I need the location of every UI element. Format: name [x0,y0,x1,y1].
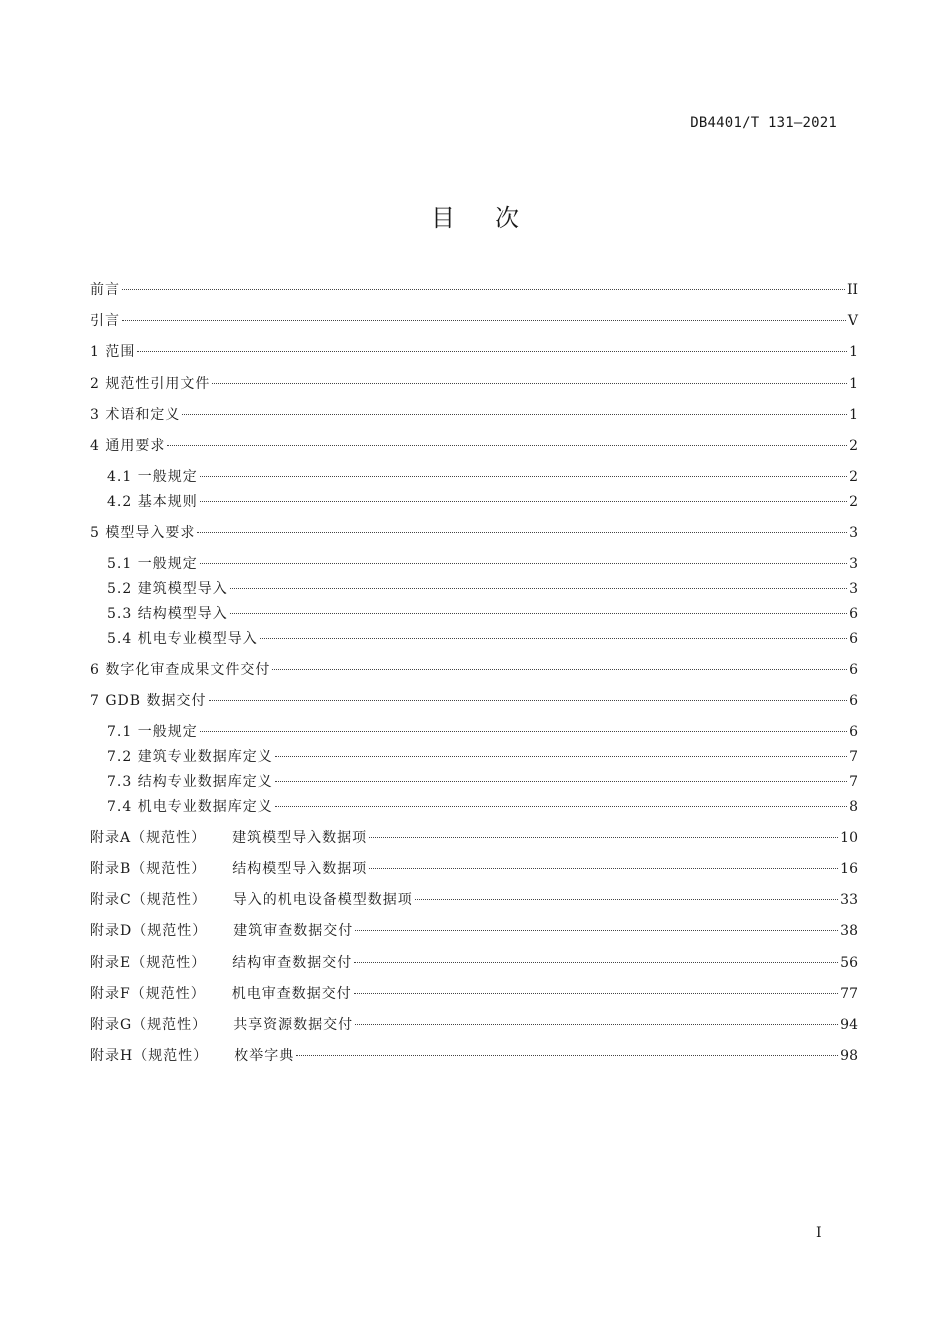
toc-entry-page: 2 [849,494,858,510]
toc-entry[interactable] [90,603,858,625]
toc-entry-label: 附录A（规范性） [90,830,207,846]
toc-leader-dots [200,476,847,477]
toc-entry-label: 附录B（规范性） [90,861,207,877]
toc-entry-appendix-title: 建筑审查数据交付 [233,923,354,939]
toc-entry-label: 2 规范性引用文件 [90,376,211,392]
toc-entry[interactable] [90,310,858,332]
toc-entry-page: 56 [840,955,858,971]
toc-leader-dots [122,289,845,290]
toc-leader-dots [369,868,838,869]
toc-entry-gap [206,983,232,1005]
toc-entry-page: 16 [840,861,858,877]
toc-entry-label: 7.2 建筑专业数据库定义 [107,749,273,765]
toc-entry-page: II [846,282,858,298]
toc-leader-dots [167,445,847,446]
toc-entry-gap [207,1014,233,1036]
toc-entry[interactable] [90,858,858,880]
toc-entry[interactable] [90,827,858,849]
toc-entry-page: 3 [849,556,858,572]
toc-leader-dots [355,930,838,931]
toc-entry-label: 7.4 机电专业数据库定义 [107,799,273,815]
toc-entry-label: 7.1 一般规定 [107,724,198,740]
toc-entry-label: 6 数字化审查成果文件交付 [90,662,271,678]
toc-entry-appendix-title: 共享资源数据交付 [233,1017,354,1033]
toc-leader-dots [369,837,838,838]
page-number: I [816,1225,822,1241]
toc-entry-label: 4 通用要求 [90,438,166,454]
toc-entry-page: V [847,313,858,329]
toc-entry[interactable] [90,1014,858,1036]
toc-leader-dots [230,613,847,614]
toc-entry-page: 98 [840,1048,858,1064]
toc-entry[interactable] [90,628,858,650]
toc-entry-label: 5.3 结构模型导入 [107,606,228,622]
toc-entry-appendix-title: 枚举字典 [234,1048,295,1064]
toc-entry[interactable] [90,771,858,793]
toc-entry-page: 38 [840,923,858,939]
toc-leader-dots [212,383,847,384]
toc-entry-label: 前言 [90,282,120,298]
toc-entry-gap [206,858,232,880]
document-code: DB4401/T 131—2021 [690,115,837,131]
toc-leader-dots [200,563,847,564]
toc-entry-label: 5.4 机电专业模型导入 [107,631,258,647]
toc-entry-label: 5.2 建筑模型导入 [107,581,228,597]
toc-leader-dots [275,756,847,757]
toc-entry-page: 77 [840,986,858,1002]
toc-entry-gap [206,952,232,974]
toc-leader-dots [197,532,847,533]
toc-entry-page: 10 [840,830,858,846]
toc-leader-dots [209,700,848,701]
toc-leader-dots [275,806,847,807]
toc-entry[interactable] [90,690,858,712]
toc-entry[interactable] [90,952,858,974]
toc-entry-page: 94 [840,1017,858,1033]
toc-entry-label: 4.1 一般规定 [107,469,198,485]
toc-leader-dots [355,1024,838,1025]
toc-entry[interactable] [90,796,858,818]
toc-entry-appendix-title: 机电审查数据交付 [231,986,352,1002]
toc-entry-label: 5.1 一般规定 [107,556,198,572]
toc-entry-page: 33 [840,892,858,908]
toc-entry-page: 7 [849,749,858,765]
toc-entry-page: 2 [849,469,858,485]
toc-entry-appendix-title: 建筑模型导入数据项 [232,830,368,846]
toc-entry-label: 1 范围 [90,344,136,360]
toc-entry-label: 4.2 基本规则 [107,494,198,510]
toc-entry[interactable] [90,889,858,911]
toc-entry-page: 6 [849,631,858,647]
toc-leader-dots [230,588,847,589]
toc-leader-dots [354,993,838,994]
toc-entry-label: 附录E（规范性） [90,955,207,971]
toc-leader-dots [200,501,847,502]
toc-entry-page: 6 [849,606,858,622]
toc-leader-dots [354,962,838,963]
toc-leader-dots [182,414,847,415]
toc-entry-gap [206,827,232,849]
toc-entry[interactable] [90,373,858,395]
toc-entry-label: 7.3 结构专业数据库定义 [107,774,273,790]
toc-entry-appendix-title: 结构模型导入数据项 [232,861,368,877]
toc-leader-dots [275,781,847,782]
toc-entry-appendix-title: 导入的机电设备模型数据项 [232,892,413,908]
toc-entry-page: 2 [849,438,858,454]
toc-entry-page: 3 [849,525,858,541]
toc-entry-label: 附录D（规范性） [90,923,208,939]
toc-entry[interactable] [90,920,858,942]
toc-entry-gap [208,1045,234,1067]
toc-entry-page: 6 [849,724,858,740]
toc-entry[interactable] [90,522,858,544]
toc-entry-page: 6 [849,662,858,678]
toc-leader-dots [415,899,838,900]
toc-entry-label: 附录H（规范性） [90,1048,209,1064]
toc-entry-label: 附录G（规范性） [90,1017,208,1033]
toc-leader-dots [296,1055,838,1056]
toc-entry-appendix-title: 结构审查数据交付 [232,955,353,971]
toc-leader-dots [122,320,846,321]
toc-entry[interactable] [90,1045,858,1067]
toc-entry[interactable] [90,279,858,301]
toc-entry-page: 3 [849,581,858,597]
toc-entry[interactable] [90,553,858,575]
toc-entry-label: 3 术语和定义 [90,407,181,423]
toc-entry-page: 7 [849,774,858,790]
toc-entry-gap [207,920,233,942]
toc-entry-label: 引言 [90,313,120,329]
toc-entry-page: 8 [849,799,858,815]
toc-entry-label: 附录C（规范性） [90,892,207,908]
toc-entry-gap [207,889,233,911]
toc-leader-dots [137,351,847,352]
toc-entry[interactable] [90,578,858,600]
toc-entry[interactable] [90,983,858,1005]
toc-entry-label: 5 模型导入要求 [90,525,196,541]
toc-entry[interactable] [90,659,858,681]
toc-entry[interactable] [90,746,858,768]
page-title: 目次 [431,204,559,232]
toc-entry-label: 7 GDB 数据交付 [90,693,207,709]
toc-entry-page: 6 [849,693,858,709]
toc-entry-page: 1 [849,376,858,392]
toc-leader-dots [260,638,847,639]
toc-entry-page: 1 [849,344,858,360]
toc-entry[interactable] [90,404,858,426]
toc-leader-dots [272,669,847,670]
toc-entry[interactable] [90,341,858,363]
toc-leader-dots [200,731,847,732]
toc-entry[interactable] [90,721,858,743]
toc-entry[interactable] [90,435,858,457]
toc-entry-label: 附录F（规范性） [90,986,206,1002]
toc-entry-page: 1 [849,407,858,423]
toc-entry[interactable] [90,466,858,488]
toc-entry[interactable] [90,491,858,513]
